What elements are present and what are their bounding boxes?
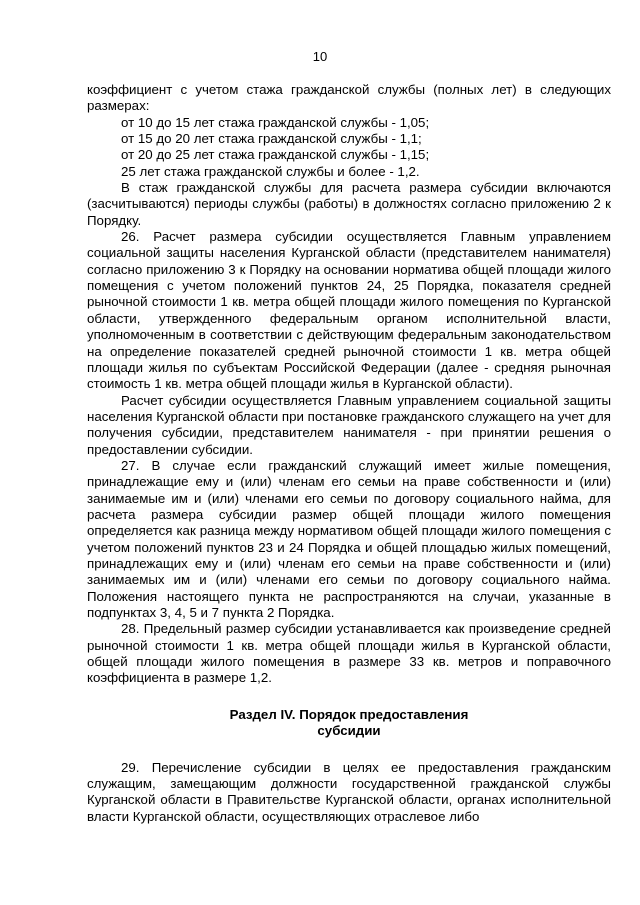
section-heading-line2: субсидии xyxy=(317,722,381,738)
section-heading-line1: Раздел IV. Порядок предоставления xyxy=(229,706,469,722)
list-item-stage-10-15: от 10 до 15 лет стажа гражданской службы - 1,05; xyxy=(121,114,430,130)
section-heading xyxy=(87,707,611,739)
page-number: 10 xyxy=(312,49,328,64)
paragraph-item-26: 26. Расчет размера субсидии осуществляется Главным управлением социальной защиты населения Курганской области (представителем нанимателя) согласно приложению 3 к Порядку на основании норматива общей площади жилого помещения с учетом положений пунктов 24, 25 Порядка, показателя средней рыночной стоимости 1 кв. метра общей площади жилого помещения по Курганской области, утвержденного федеральным органом исполнительной власти, уполномоченным в соответствии с действующим федеральным законодательством на определение показателей средней рыночной стоимости 1 кв. метра общей площади жилья по субъектам Российской Федерации (далее - средняя рыночная стоимость 1 кв. метра общей площади жилья в Курганской области). xyxy=(87,229,611,392)
list-item-stage-15-20: от 15 до 20 лет стажа гражданской службы - 1,1; xyxy=(121,131,422,147)
list-item-stage-20-25: от 20 до 25 лет стажа гражданской службы - 1,15; xyxy=(121,147,430,163)
paragraph-item-26-calculation: Расчет субсидии осуществляется Главным управлением социальной защиты населения Курганской области при постановке гражданского служащего на учет для получения субсидии, представителем нанимателя - при принятии решения о предоставлении субсидии. xyxy=(87,392,611,457)
paragraph-item-29: 29. Перечисление субсидии в целях ее предоставления гражданским служащим, замещающим должности государственной гражданской службы Курганской области в Правительстве Курганской области, органах исполнительной власти Курганской области, осуществляющих отраслевое либо xyxy=(87,759,611,824)
paragraph-coefficient-intro: коэффициент с учетом стажа гражданской службы (полных лет) в следующих размерах: xyxy=(87,82,611,114)
paragraph-service-periods: В стаж гражданской службы для расчета размера субсидии включаются (засчитываются) периоды службы (работы) в должностях согласно приложению 2 к Порядку. xyxy=(87,180,611,228)
paragraph-item-27: 27. В случае если гражданский служащий имеет жилые помещения, принадлежащие ему и (или) членам его семьи на праве собственности и (или) занимаемые им и (или) членами его семьи по договору социального найма, для расчета размера субсидии размер общей площади жилого помещения определяется как разница между нормативом общей площади жилого помещения с учетом положений пунктов 23 и 24 Порядка и общей площадью жилых помещений, принадлежащих ему и (или) членам его семьи на праве собственности и (или) занимаемых им и (или) членами его семьи по договору социального найма. Положения настоящего пункта не распространяются на случаи, указанные в подпунктах 3, 4, 5 и 7 пункта 2 Порядка. xyxy=(87,457,611,620)
paragraph-item-28: 28. Предельный размер субсидии устанавливается как произведение средней рыночной стоимости 1 кв. метра общей площади жилья в Курганской области, общей площади жилого помещения в размере 33 кв. метров и поправочного коэффициента в размере 1,2. xyxy=(87,621,611,686)
document-body xyxy=(87,82,611,825)
list-item-stage-25-plus: 25 лет стажа гражданской службы и более - 1,2. xyxy=(121,163,420,179)
